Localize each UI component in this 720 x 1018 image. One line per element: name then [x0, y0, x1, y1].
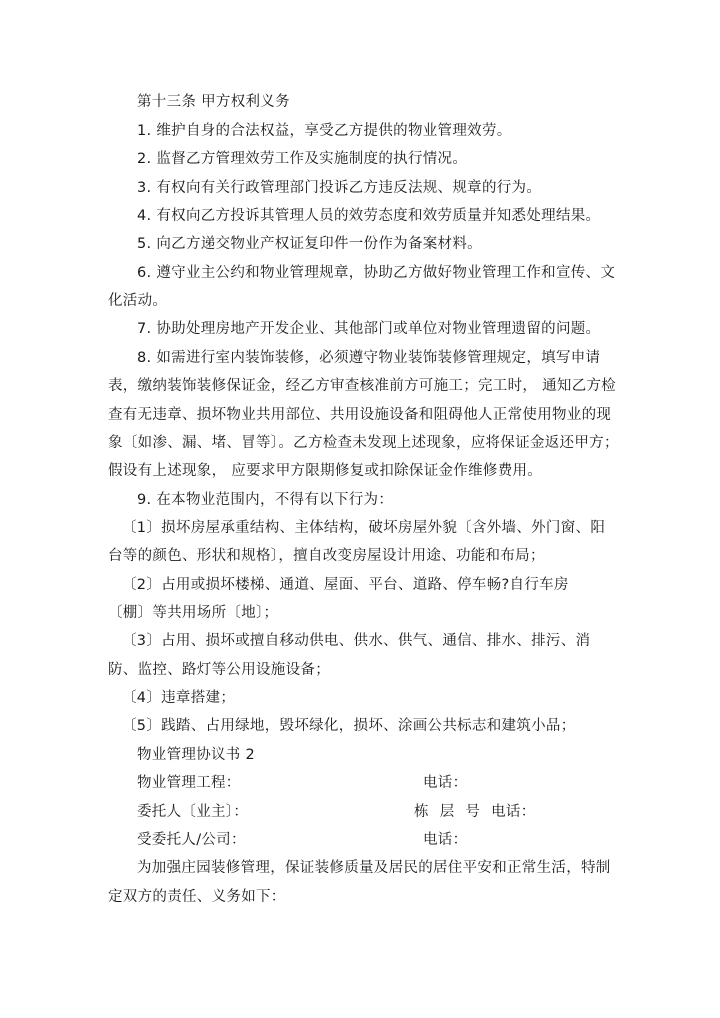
project-label: 物业管理工程：: [137, 775, 241, 791]
article-item-2: 2. 监督乙方管理效劳工作及实施制度的执行情况。: [137, 151, 468, 167]
intro-line-1: 为加强庄园装修管理，保证装修质量及居民的居住平安和正常生活，特制: [137, 860, 611, 876]
sub-item-3-line-1: 〔3〕占用、损坏或擅自移动供电、供水、供气、通信、排水、排污、消: [122, 633, 591, 649]
phone-label-1: 电话：: [423, 775, 468, 791]
client-label: 委托人〔业主〕：: [137, 804, 249, 820]
phone-label-3: 电话：: [423, 832, 468, 848]
article-item-1: 1. 维护自身的合法权益，享受乙方提供的物业管理效劳。: [137, 123, 512, 139]
article-item-9: 9. 在本物业范围内，不得有以下行为：: [137, 492, 394, 508]
article-item-3: 3. 有权向有关行政管理部门投诉乙方违反法规、规章的行为。: [137, 180, 542, 196]
building-phone-label: 栋 层 号 电话：: [414, 804, 536, 820]
sub-item-2-line-1: 〔2〕占用或损坏楼梯、通道、屋面、平台、道路、停车畅?自行车房: [122, 577, 569, 593]
article-item-8-line-2: 表，缴纳装饰装修保证金，经乙方审查核准前方可施工；完工时， 通知乙方检: [108, 378, 617, 394]
article-item-5: 5. 向乙方递交物业产权证复印件一份作为备案材料。: [137, 236, 482, 252]
article-item-6-line-2: 化活动。: [108, 293, 168, 309]
article-item-6-line-1: 6. 遵守业主公约和物业管理规章，协助乙方做好物业管理工作和宣传、文: [137, 265, 616, 281]
agreement-title: 物业管理协议书 2: [137, 747, 256, 763]
agent-label: 受委托人/公司：: [137, 832, 246, 848]
sub-item-5: 〔5〕践踏、占用绿地，毁坏绿化，损坏、涂画公共标志和建筑小品；: [122, 718, 576, 734]
sub-item-3-line-2: 防、监控、路灯等公用设施设备；: [108, 662, 330, 678]
article-item-4: 4. 有权向乙方投诉其管理人员的效劳态度和效劳质量并知悉处理结果。: [137, 208, 601, 224]
article-item-8-line-5: 假设有上述现象， 应要求甲方限期修复或扣除保证金作维修费用。: [108, 463, 543, 479]
article-item-7: 7. 协助处理房地产开发企业、其他部门或单位对物业管理遗留的问题。: [137, 321, 601, 337]
sub-item-4: 〔4〕违章搭建；: [122, 690, 236, 706]
article-item-8-line-3: 查有无违章、损坏物业共用部位、共用设施设备和阻碍他人正常使用物业的现: [108, 407, 612, 423]
article-heading: 第十三条 甲方权利义务: [137, 94, 290, 110]
sub-item-1-line-1: 〔1〕损坏房屋承重结构、主体结构，破坏房屋外貌〔含外墙、外门窗、阳: [122, 520, 606, 536]
intro-line-2: 定双方的责任、义务如下：: [108, 889, 286, 905]
sub-item-2-line-2: 〔棚〕等共用场所〔地〕；: [108, 605, 279, 621]
sub-item-1-line-2: 台等的颜色、形状和规格〕，擅自改变房屋设计用途、功能和布局；: [108, 548, 545, 564]
article-item-8-line-1: 8. 如需进行室内装饰装修，必须遵守物业装饰装修管理规定，填写申请: [137, 350, 601, 366]
article-item-8-line-4: 象〔如渗、漏、堵、冒等〕。乙方检查未发现上述现象，应将保证金返还甲方；: [108, 435, 619, 451]
